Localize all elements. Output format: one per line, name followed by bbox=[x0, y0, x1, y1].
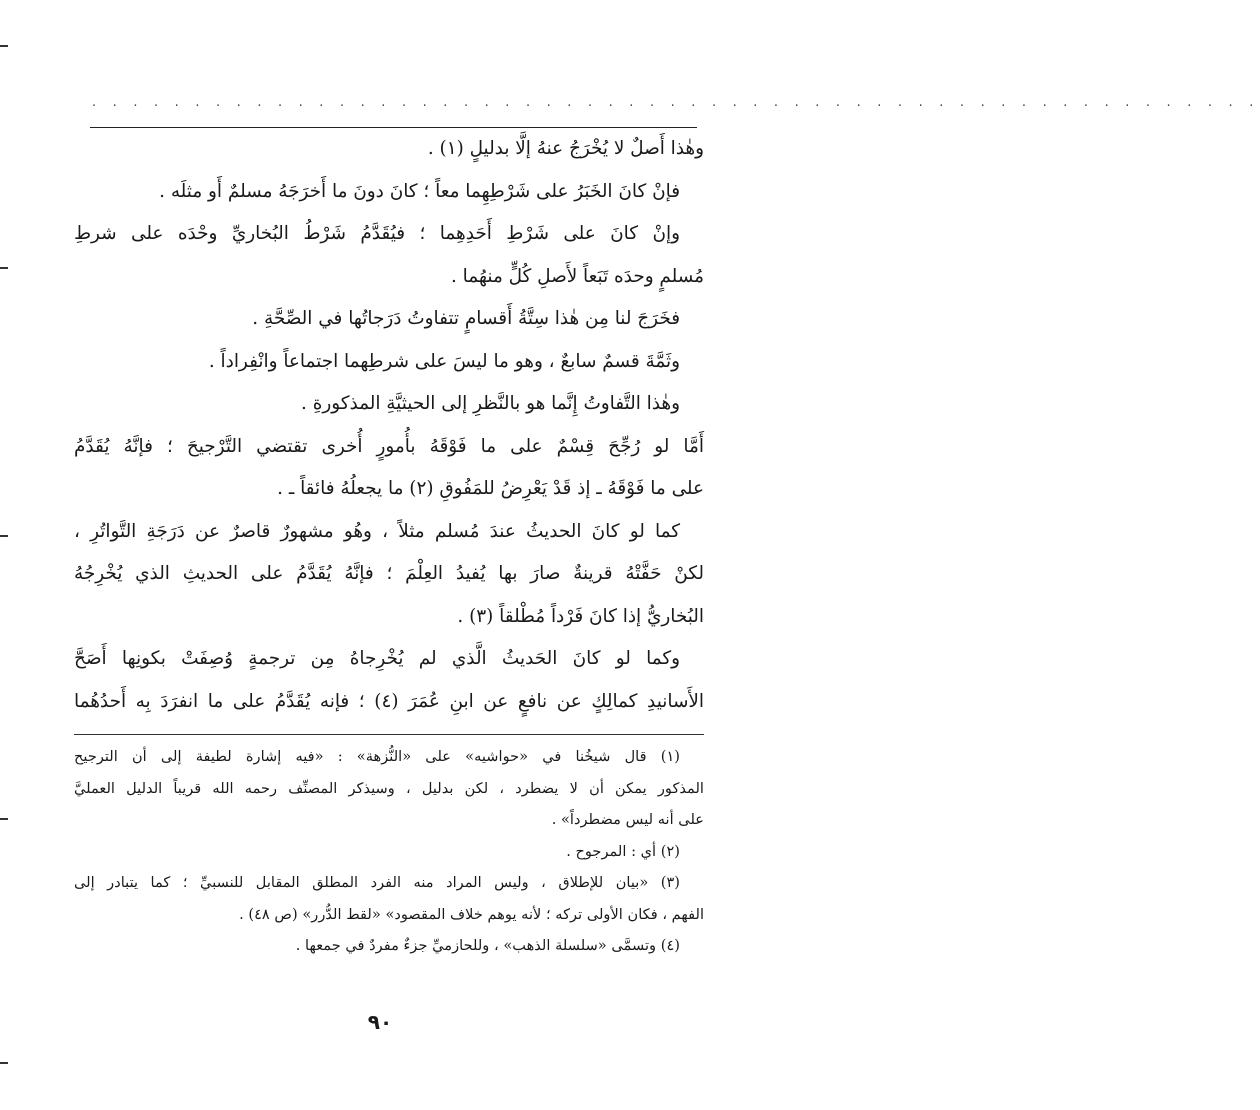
footnote-line: (٣) «بيان للإطلاق ، وليس المراد منه الفرد المطلق المقابل للنسبيِّ ؛ كما يتبادر إلى bbox=[74, 874, 680, 891]
text-line: على ما فَوْقَهُ ـ إذ قَدْ يَعْرِضُ للمَفُوقِ (٢) ما يجعلُهُ فائقاً ـ . bbox=[277, 478, 704, 499]
main-text bbox=[74, 128, 704, 723]
text-line: أَمَّا لو رُجِّحَ قِسْمٌ على ما فَوْقَهُ بأُمورٍ أُخرى تقتضي التَّرْجيحَ ؛ فإنَّهُ يُقَدَّمُ bbox=[74, 435, 704, 457]
text-line: كما لو كانَ الحديثُ عندَ مُسلم مثلاً ، وهُو مشهورٌ قاصرٌ عن دَرَجَةِ التَّواتُرِ ، bbox=[74, 520, 680, 542]
text-line: مُسلمٍ وحدَه تَبَعاً لأَصلِ كُلٍّ منهُما . bbox=[450, 265, 704, 287]
margin-mark bbox=[0, 818, 8, 820]
text-line: فخَرَجَ لنا مِن هٰذا سِتَّةُ أَقسامٍ تتفاوتُ دَرَجاتُها في الصِّحَّةِ . bbox=[252, 308, 680, 329]
text-line: وكما لو كانَ الحَديثُ الَّذي لم يُخْرِجاهُ مِن ترجمةٍ وُصِفَتْ بكونِها أَصَحَّ bbox=[74, 648, 680, 669]
text-line: وهٰذا أَصلٌ لا يُخْرَجُ عنهُ إلَّا بدليلٍ (١) . bbox=[427, 138, 704, 159]
footnote-line: (٤) وتسمَّى «سلسلة الذهب» ، وللحازميِّ جزءٌ مفردٌ في جمعها . bbox=[295, 937, 680, 954]
page-number: ٩٠ bbox=[367, 1010, 393, 1034]
text-line: لكنْ حَفَّتْهُ قرينةٌ صارَ بها يُفيدُ العِلْمَ ؛ فإنَّهُ يُقَدَّمُ على الحديثِ الذي يُخْرِجُهُ bbox=[74, 563, 704, 584]
running-header-dots: . . . . . . . . . . . . . . . . . . . . . . . . . . . . . . . . . . . . . . . . . . . . . . . . . . . . . . . . . bbox=[92, 95, 1260, 110]
footnote-line: على أنه ليس مضطرداً» . bbox=[551, 811, 704, 828]
footnote-line: المذكور يمكن أن لا يضطرد ، لكن بدليل ، وسيذكر المصنِّف رحمه الله قريباً الدليل العمليَّ bbox=[74, 779, 704, 797]
margin-mark bbox=[0, 267, 8, 269]
text-line: البُخاريُّ إذا كانَ فَرْداً مُطْلقاً (٣) . bbox=[457, 605, 704, 627]
margin-mark bbox=[0, 45, 8, 47]
text-line: فإنْ كانَ الخَبَرُ على شَرْطِهِما معاً ؛ كانَ دونَ ما أَخرَجَهُ مسلمٌ أَو مثلَه . bbox=[159, 180, 680, 202]
text-line: وثَمَّةَ قسمٌ سابعٌ ، وهو ما ليسَ على شرطِهما اجتماعاً وانْفِراداً . bbox=[208, 350, 680, 372]
footnote-rule bbox=[74, 734, 704, 735]
footnotes bbox=[74, 741, 704, 962]
footnote-line: الفهم ، فكان الأولى تركه ؛ لأنه يوهم خلاف المقصود» «لقط الدُّرر» (ص ٤٨) . bbox=[239, 905, 704, 923]
text-line: وهٰذا التَّفاوتُ إِنَّما هو بالنَّظرِ إلى الحيثيَّةِ المذكورةِ . bbox=[301, 393, 680, 414]
margin-mark bbox=[0, 1062, 8, 1064]
footnote-line: (١) قال شيخُنا في «حواشيه» على «النُّزهة» : «فيه إشارة لطيفة إلى أن الترجيح bbox=[74, 748, 680, 765]
margin-mark bbox=[0, 535, 8, 537]
text-line: الأَسانيدِ كمالِكٍ عن نافعٍ عن ابنِ عُمَرَ (٤) ؛ فإنه يُقَدَّمُ على ما انفرَدَ بِه أَحدُهُما bbox=[74, 690, 704, 712]
footnote-line: (٢) أي : المرجوح . bbox=[566, 842, 680, 860]
text-line: وإنْ كانَ على شَرْطِ أَحَدِهِما ؛ فيُقَدَّمُ شَرْطُ البُخاريِّ وحْدَه على شرطِ bbox=[74, 223, 680, 244]
